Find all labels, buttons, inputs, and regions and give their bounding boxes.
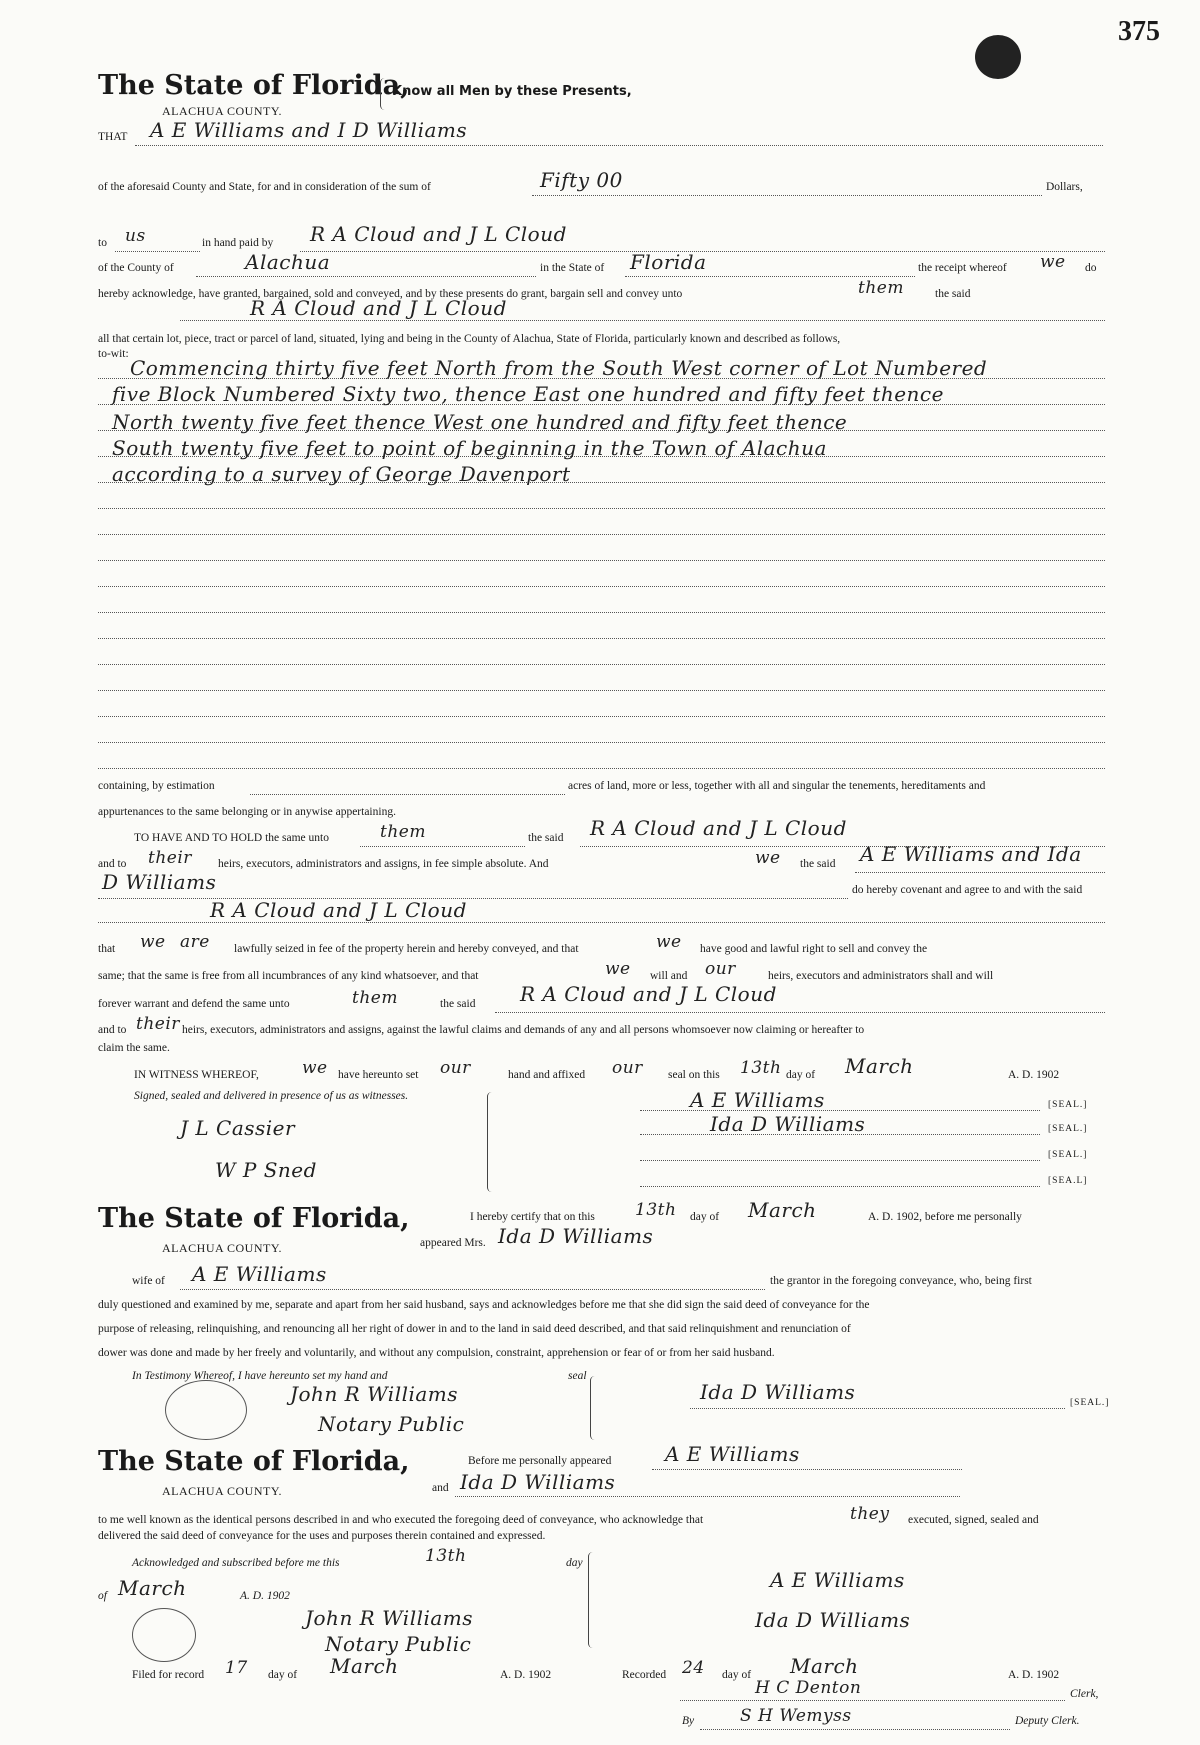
joint-sig-2: Ida D Williams [755, 1608, 911, 1632]
witness-year: A. D. 1902 [1008, 1069, 1060, 1081]
filed-year: A. D. 1902 [500, 1669, 552, 1681]
wife-ack-notary-title: Notary Public [318, 1412, 465, 1436]
ruled-line [98, 534, 1105, 535]
ruled-line [98, 638, 1105, 639]
joint-ack-county: ALACHUA COUNTY. [162, 1484, 282, 1498]
clerk-name: H C Denton [755, 1678, 862, 1698]
sum-line [532, 195, 1042, 196]
said-grantors-line [855, 872, 1105, 873]
certify-text: I hereby certify that on this [470, 1211, 595, 1223]
ruled-line [98, 768, 1105, 769]
habendum-said: the said [528, 832, 564, 844]
habendum-line [360, 846, 525, 847]
said-label: the said [800, 858, 836, 870]
ruled-line [98, 508, 1105, 509]
testimony-text: In Testimony Whereof, I have hereunto set my hand and [132, 1370, 388, 1382]
grantors-handwritten: A E Williams and I D Williams [150, 118, 468, 142]
ack-brace [588, 1552, 597, 1648]
description-line: South twenty five feet to point of beginning in the Town of Alachua [112, 436, 827, 460]
recorded-year: A. D. 1902 [1008, 1669, 1060, 1681]
consideration-text: of the aforesaid County and State, for and in consideration of the sum of [98, 181, 431, 193]
grantor-signature-1: A E Williams [690, 1088, 825, 1112]
testimony-brace [590, 1376, 599, 1440]
witness-day: 13th [740, 1058, 782, 1078]
wife-of-label: wife of [132, 1275, 165, 1287]
are-value: are [180, 932, 210, 952]
certify-day: 13th [635, 1200, 677, 1220]
wife-signature-line [690, 1408, 1065, 1409]
description-line: North twenty five feet thence West one hundred and fifty feet thence [112, 410, 848, 434]
acres-line [250, 794, 565, 795]
wife-seal-label: [SEAL.] [1070, 1398, 1110, 1408]
unto-value: them [858, 278, 904, 298]
ruled-line [98, 560, 1105, 561]
our-value: our [705, 959, 736, 979]
witness-month: March [845, 1054, 914, 1078]
wife-ack-body: duly questioned and examined by me, separate and apart from her said husband, says and acknowledges before me that she did sign the said deed of conveyance for the [98, 1299, 870, 1311]
heirs-exec-text: heirs, executors and administrators shall and will [768, 970, 994, 982]
lawful-claims-text: heirs, executors, administrators and assigns, against the lawful claims and demands of any and all persons whomsoever now claiming or hereafter to [182, 1024, 865, 1036]
known-they: they [850, 1504, 890, 1524]
receipt-value: we [1040, 252, 1066, 272]
good-right-text: have good and lawful right to sell and convey the [700, 943, 928, 955]
forever-grantees: R A Cloud and J L Cloud [520, 982, 777, 1006]
acknowledged-text: Acknowledged and subscribed before me this [132, 1557, 340, 1569]
husband-name: A E Williams [192, 1262, 327, 1286]
witness-day-of: day of [786, 1069, 816, 1081]
said-grantors-2: D Williams [102, 870, 217, 894]
clerk-line [680, 1700, 1065, 1701]
signature-line-3 [640, 1160, 1040, 1161]
and-we-value: we [755, 848, 781, 868]
ack-day: 13th [425, 1546, 467, 1566]
grantees-handwritten: R A Cloud and J L Cloud [250, 296, 507, 320]
signed-sealed-text: Signed, sealed and delivered in presence of us as witnesses. [134, 1090, 409, 1102]
do-label: do [1085, 262, 1097, 274]
notary-seal [165, 1380, 247, 1440]
witness-affixed: hand and affixed [508, 1069, 586, 1081]
person-1-line [652, 1469, 962, 1470]
before-me-text: Before me personally appeared [468, 1455, 612, 1467]
known-text-b: executed, signed, sealed and [908, 1514, 1039, 1526]
covenant-grantees: R A Cloud and J L Cloud [210, 898, 467, 922]
joint-ack-notary-name: John R Williams [305, 1606, 474, 1630]
ink-blot [975, 35, 1021, 79]
said-grantors-1: A E Williams and Ida [860, 842, 1082, 866]
deputy-line [700, 1729, 1010, 1730]
witness-1-signature: J L Cassier [180, 1116, 296, 1140]
to-label: to [98, 237, 107, 249]
joint-ack-state-title: The State of Florida, [98, 1446, 410, 1477]
wife-ack-county: ALACHUA COUNTY. [162, 1241, 282, 1255]
state-of-line [625, 276, 915, 277]
ruled-line [98, 612, 1105, 613]
habendum-text: TO HAVE AND TO HOLD the same unto [134, 832, 329, 844]
person-2: Ida D Williams [460, 1470, 616, 1494]
wife-name: Ida D Williams [498, 1224, 654, 1248]
witness-our: our [440, 1058, 471, 1078]
ruled-line [98, 742, 1105, 743]
page-number: 375 [1118, 16, 1160, 47]
claim-same-text: claim the same. [98, 1042, 170, 1054]
certify-day-of: day of [690, 1211, 720, 1223]
habendum-grantees: R A Cloud and J L Cloud [590, 816, 847, 840]
filed-month: March [330, 1654, 399, 1678]
ack-month: March [118, 1576, 187, 1600]
seal-label: [SEAL.] [1048, 1150, 1088, 1160]
seized-text: lawfully seized in fee of the property herein and hereby conveyed, and that [234, 943, 579, 955]
will-and-label: will and [650, 970, 688, 982]
the-said-label: the said [935, 288, 971, 300]
we-have-value: we [656, 932, 682, 952]
filed-day: 17 [225, 1658, 248, 1678]
husband-line [180, 1289, 765, 1290]
witness-we: we [302, 1058, 328, 1078]
deed-county: ALACHUA COUNTY. [162, 104, 282, 118]
ruled-line [98, 664, 1105, 665]
clerk-label: Clerk, [1070, 1688, 1099, 1700]
wife-ack-body: dower was done and made by her freely and voluntarily, and without any compulsion, constraint, apprehension or fear of or from her said husband. [98, 1347, 775, 1359]
know-all-men: Know all Men by these Presents, [392, 84, 632, 99]
person-1: A E Williams [665, 1442, 800, 1466]
by-label: By [682, 1715, 695, 1727]
paid-by-label: in hand paid by [202, 237, 274, 249]
grantor-line [135, 145, 1103, 146]
deputy-name: S H Wemyss [740, 1706, 852, 1726]
containing-text-b: acres of land, more or less, together with all and singular the tenements, hereditaments and [568, 780, 986, 792]
certify-year: A. D. 1902, before me personally [868, 1211, 1022, 1223]
forever-value: them [352, 988, 398, 1008]
paid-by-handwritten: R A Cloud and J L Cloud [310, 222, 567, 246]
ruled-line [98, 586, 1105, 587]
that-label: THAT [98, 131, 128, 143]
will-we-value: we [605, 959, 631, 979]
appurtenances-text: appurtenances to the same belonging or in anywise appertaining. [98, 806, 396, 818]
and-to-label: and to [98, 858, 127, 870]
grantor-signature-2: Ida D Williams [710, 1112, 866, 1136]
delivered-text: delivered the said deed of conveyance for the uses and purposes therein contained and expressed. [98, 1530, 546, 1542]
to-line [115, 251, 200, 252]
person-2-line [455, 1496, 960, 1497]
habendum-value: them [380, 822, 426, 842]
ruled-line [98, 690, 1105, 691]
all-that-text: all that certain lot, piece, tract or parcel of land, situated, lying and being in the County of Alachua, State of Florida, particularly known and described as follows, [98, 333, 841, 345]
recorded-day: 24 [682, 1658, 705, 1678]
recorded-day-of: day of [722, 1669, 752, 1681]
to-wit-label: to-wit: [98, 348, 129, 360]
hereby-text: hereby acknowledge, have granted, bargained, sold and conveyed, and by these presents do grant, bargain sell and convey unto [98, 288, 683, 300]
forever-grantee-line [495, 1012, 1105, 1013]
testimony-seal-word: seal [568, 1370, 587, 1382]
and-to-label-2: and to [98, 1024, 127, 1036]
witness-seal-on: seal on this [668, 1069, 720, 1081]
ruled-line [98, 716, 1105, 717]
same-free-text: same; that the same is free from all incumbrances of any kind whatsoever, and that [98, 970, 479, 982]
state-of-handwritten: Florida [630, 250, 707, 274]
county-of-handwritten: Alachua [245, 250, 331, 274]
ack-year: A. D. 1902 [240, 1590, 290, 1602]
filed-day-of: day of [268, 1669, 298, 1681]
grantees-line [180, 320, 1105, 321]
covenant-text: do hereby covenant and agree to and with the said [852, 884, 1083, 896]
signature-line-4 [640, 1186, 1040, 1187]
witness-our-2: our [612, 1058, 643, 1078]
recorded-month: March [790, 1654, 859, 1678]
covenant-grantee-line [98, 922, 1105, 923]
receipt-label: the receipt whereof [918, 262, 1007, 274]
description-line: Commencing thirty five feet North from the South West corner of Lot Numbered [130, 356, 988, 380]
appeared-mrs: appeared Mrs. [420, 1237, 486, 1249]
their-value: their [148, 848, 192, 868]
seal-label: [SEAL.] [1048, 1100, 1088, 1110]
witness-2-signature: W P Sned [215, 1158, 317, 1182]
joint-ack-notary-title: Notary Public [325, 1632, 472, 1656]
wife-ack-body: purpose of releasing, relinquishing, and renouncing all her right of dower in and to the land in said deed described, and that said relinquishment and renunciation of [98, 1323, 851, 1335]
to-value: us [125, 226, 146, 246]
wife-ack-notary-name: John R Williams [290, 1382, 459, 1406]
certify-month: March [748, 1198, 817, 1222]
forever-text: forever warrant and defend the same unto [98, 998, 290, 1010]
sum-handwritten: Fifty 00 [540, 168, 623, 192]
deputy-label: Deputy Clerk. [1015, 1715, 1080, 1727]
state-of-label: in the State of [540, 262, 605, 274]
filed-label: Filed for record [132, 1669, 205, 1681]
witness-text: IN WITNESS WHEREOF, [134, 1069, 259, 1081]
and-label: and [432, 1482, 449, 1494]
known-text: to me well known as the identical persons described in and who executed the foregoing deed of conveyance, who acknowledge that [98, 1514, 704, 1526]
that-label-2: that [98, 943, 116, 955]
deed-state-title: The State of Florida, [98, 70, 410, 101]
we-value: we [140, 932, 166, 952]
wife-ack-state-title: The State of Florida, [98, 1203, 410, 1234]
witness-set: have hereunto set [338, 1069, 419, 1081]
seal-label: [SEAL.] [1048, 1124, 1088, 1134]
county-of-label: of the County of [98, 262, 174, 274]
ack-of-label: of [98, 1590, 107, 1602]
wife-signature: Ida D Williams [700, 1380, 856, 1404]
description-line: five Block Numbered Sixty two, thence East one hundred and fifty feet thence [112, 382, 944, 406]
ack-day-label: day [566, 1557, 583, 1569]
county-of-line [196, 276, 536, 277]
containing-text: containing, by estimation [98, 780, 215, 792]
seal-label: [SEA.L] [1048, 1176, 1088, 1186]
description-line: according to a survey of George Davenport [112, 462, 571, 486]
header-brace [380, 78, 389, 110]
notary-seal-2 [132, 1608, 196, 1662]
dollars-label: Dollars, [1046, 181, 1083, 193]
grantor-text: the grantor in the foregoing conveyance, who, being first [770, 1275, 1032, 1287]
witness-brace [487, 1092, 496, 1192]
joint-sig-1: A E Williams [770, 1568, 905, 1592]
their-value-2: their [136, 1014, 180, 1034]
heirs-text: heirs, executors, administrators and assigns, in fee simple absolute. And [218, 858, 549, 870]
forever-said: the said [440, 998, 476, 1010]
recorded-label: Recorded [622, 1669, 667, 1681]
